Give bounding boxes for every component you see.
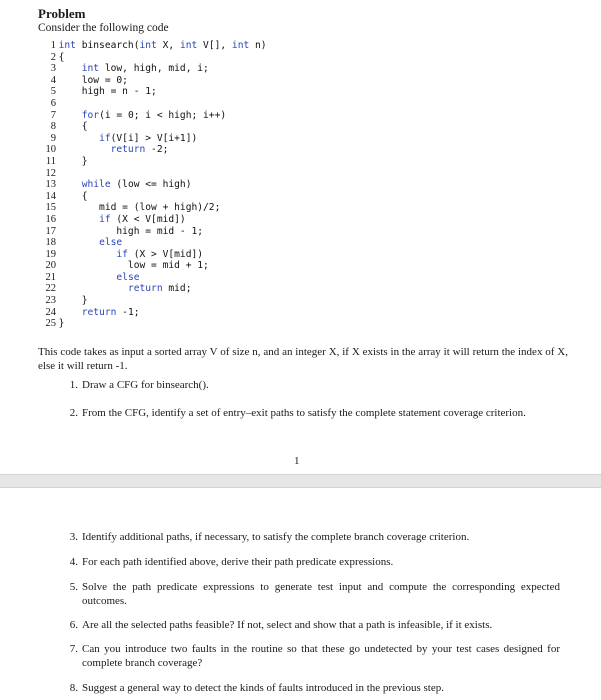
- code-text: if (X < V[mid]): [99, 213, 186, 225]
- code-line: [38, 156, 458, 168]
- code-text: for(i = 0; i < high; i++): [81, 109, 227, 121]
- line-number: 15: [45, 202, 56, 214]
- code-text: if(V[i] > V[i+1]): [99, 132, 198, 144]
- question-number: 1.: [69, 379, 78, 391]
- code-text: return -1;: [81, 306, 140, 318]
- line-number: 6: [50, 97, 56, 109]
- code-line: [38, 86, 458, 98]
- question-number: 6.: [69, 619, 78, 631]
- code-line: [38, 133, 458, 145]
- code-listing: [38, 40, 458, 330]
- line-number: 17: [45, 225, 56, 237]
- question-text: Solve the path predicate expressions to generate test input and compute the corresponding expected outcomes.: [82, 581, 560, 607]
- line-number: 4: [50, 74, 56, 86]
- line-number: 7: [50, 109, 56, 121]
- code-line: [38, 52, 458, 64]
- line-number: 16: [45, 213, 56, 225]
- code-line: [38, 168, 458, 180]
- line-number: 19: [45, 248, 56, 260]
- code-line: [38, 63, 458, 75]
- line-number: 1: [50, 40, 56, 51]
- code-text: else: [116, 271, 140, 283]
- code-line: [38, 295, 458, 307]
- question-number: 5.: [69, 581, 78, 593]
- line-number: 8: [50, 121, 56, 133]
- line-number: 22: [45, 283, 56, 295]
- line-number: 20: [45, 260, 56, 272]
- code-text: {: [58, 190, 88, 202]
- code-text: high = n - 1;: [58, 86, 157, 98]
- code-text: mid = (low + high)/2;: [58, 202, 221, 214]
- line-number: 25: [45, 318, 56, 330]
- code-line: [38, 179, 458, 191]
- line-number: 2: [50, 51, 56, 63]
- code-line: [38, 40, 458, 52]
- code-text: if (X > V[mid]): [116, 248, 204, 260]
- page-number: 1: [294, 455, 300, 467]
- code-line: [38, 226, 458, 238]
- code-line: [38, 144, 458, 156]
- code-line: [38, 318, 458, 330]
- code-line: [38, 260, 458, 272]
- code-line: [38, 191, 458, 203]
- code-line: [38, 98, 458, 110]
- question-text: Suggest a general way to detect the kinds of faults introduced in the previous step.: [82, 682, 444, 694]
- code-text: {: [58, 121, 88, 133]
- question-number: 2.: [69, 407, 78, 419]
- question-number: 7.: [69, 643, 78, 655]
- code-line: [38, 272, 458, 284]
- code-line: [38, 121, 458, 133]
- code-text: return -2;: [110, 144, 169, 156]
- question-number: 8.: [69, 682, 78, 694]
- code-text: }: [58, 318, 65, 330]
- question-text: Draw a CFG for binsearch().: [82, 379, 209, 391]
- question-text: Can you introduce two faults in the routine so that these go undetected by your test cases designed for complete branch coverage?: [82, 643, 560, 669]
- line-number: 23: [45, 295, 56, 307]
- code-text: return mid;: [127, 283, 192, 295]
- code-line: [38, 214, 458, 226]
- line-number: 24: [45, 306, 56, 318]
- question-text: Are all the selected paths feasible? If not, select and show that a path is infeasible, if it exists.: [82, 619, 493, 631]
- line-number: 3: [50, 63, 56, 75]
- code-text: low = mid + 1;: [58, 260, 209, 272]
- code-line: [38, 110, 458, 122]
- line-number: 12: [45, 167, 56, 179]
- code-text: while (low <= high): [81, 179, 192, 191]
- code-line: [38, 202, 458, 214]
- code-line: [38, 75, 458, 87]
- code-text: int low, high, mid, i;: [81, 63, 209, 75]
- code-line: [38, 249, 458, 261]
- code-text: high = mid - 1;: [58, 225, 204, 237]
- line-number: 13: [45, 179, 56, 191]
- question-number: 4.: [69, 556, 78, 568]
- question-text: Identify additional paths, if necessary, to satisfy the complete branch coverage criterion.: [82, 531, 470, 543]
- code-text: int binsearch(int X, int V[], int n): [58, 40, 267, 51]
- question-number: 3.: [69, 531, 78, 543]
- page-break: [0, 474, 601, 488]
- problem-heading: Problem: [38, 6, 86, 21]
- code-line: [38, 307, 458, 319]
- problem-intro: Consider the following code: [38, 22, 169, 34]
- question-text: From the CFG, identify a set of entry–exit paths to satisfy the complete statement coverage criterion.: [82, 407, 526, 419]
- line-number: 9: [50, 132, 56, 144]
- line-number: 18: [45, 237, 56, 249]
- question-text: For each path identified above, derive their path predicate expressions.: [82, 556, 394, 568]
- line-number: 5: [50, 86, 56, 98]
- code-text: }: [58, 155, 88, 167]
- code-text: {: [58, 51, 65, 63]
- line-number: 14: [45, 190, 56, 202]
- code-text: }: [58, 295, 88, 307]
- problem-description: This code takes as input a sorted array V of size n, and an integer X, if X exists in the array it will return the index of X, else it will return -1.: [38, 346, 568, 372]
- code-line: [38, 283, 458, 295]
- line-number: 11: [45, 155, 56, 167]
- code-line: [38, 237, 458, 249]
- code-text: low = 0;: [58, 74, 128, 86]
- line-number: 10: [45, 144, 56, 156]
- line-number: 21: [45, 271, 56, 283]
- code-text: else: [99, 237, 123, 249]
